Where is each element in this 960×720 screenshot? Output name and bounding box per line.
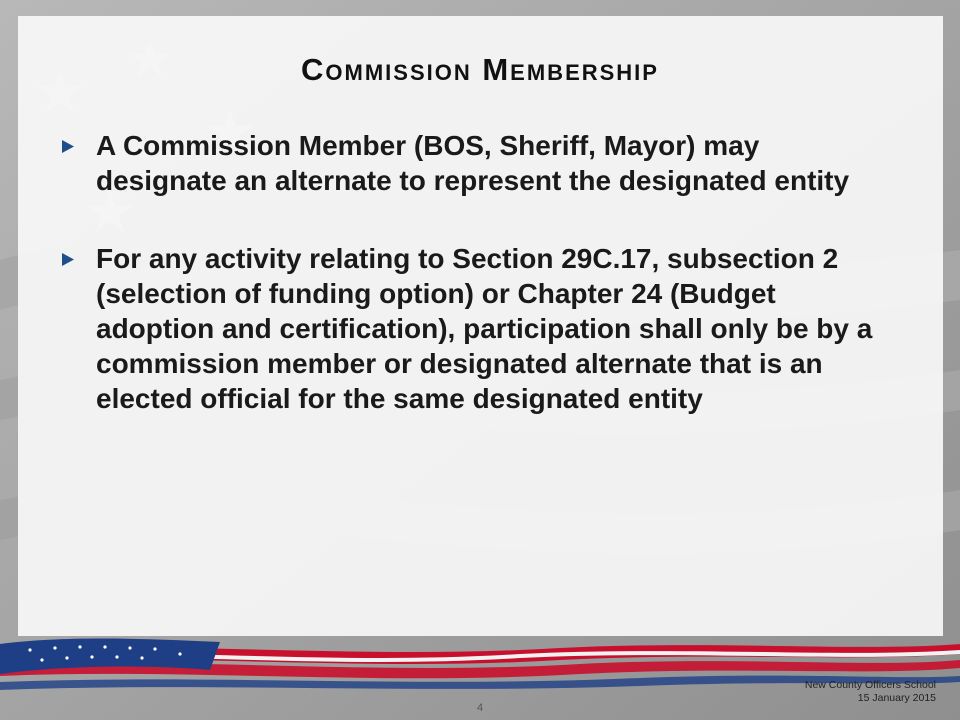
page-number: 4 (476, 702, 484, 714)
bullet-item (62, 241, 892, 416)
bullet-list (62, 128, 892, 416)
footer-school-name: New County Officers School (804, 679, 936, 691)
slide-footer (805, 679, 936, 705)
slide-title: Commission Membership (301, 52, 659, 87)
bullet-text: A Commission Member (BOS, Sheriff, Mayor) may designate an alternate to represent the designated entity (96, 130, 850, 196)
bullet-text: For any activity relating to Section 29C.17, subsection 2 (selection of funding option) or Chapter 24 (Budget adoption and certification), participation shall only be by a commission member or designated alternate that is an elected official for the same designated entity (96, 243, 873, 414)
arrow-bullet-icon (62, 253, 74, 266)
footer-date: 15 January 2015 (857, 692, 936, 704)
arrow-bullet-icon (62, 140, 74, 153)
bullet-item (62, 128, 892, 198)
